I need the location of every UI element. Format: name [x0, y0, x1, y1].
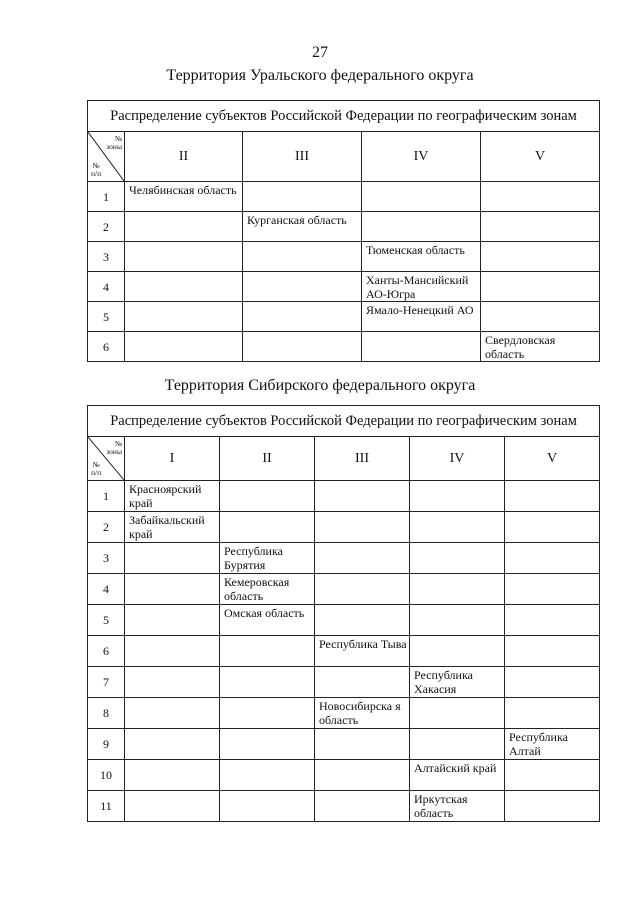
subject-name [505, 791, 599, 792]
zone-header: V [505, 437, 600, 481]
subject-name [315, 512, 409, 513]
subject-name [125, 760, 219, 761]
subject-name [481, 272, 599, 273]
row-number: 1 [88, 481, 125, 512]
row-number: 8 [88, 698, 125, 729]
subject-name [410, 698, 504, 699]
subject-name [125, 332, 242, 333]
table-cell [220, 791, 315, 822]
row-number: 1 [88, 182, 125, 212]
subject-name [315, 481, 409, 482]
table-cell [481, 332, 600, 362]
table-cell [362, 182, 481, 212]
zone-header: II [125, 132, 243, 182]
table-cell [125, 605, 220, 636]
zone-header: III [315, 437, 410, 481]
table-cell [220, 667, 315, 698]
table-cell [315, 760, 410, 791]
zone-header: V [481, 132, 600, 182]
row-number: 2 [88, 212, 125, 242]
table-row [88, 272, 600, 302]
subject-name [125, 605, 219, 606]
table-cell [362, 272, 481, 302]
subject-name [243, 182, 361, 183]
table-cell [220, 574, 315, 605]
subject-name [505, 574, 599, 575]
subject-name [220, 729, 314, 730]
subject-name [481, 302, 599, 303]
table-cell [315, 791, 410, 822]
table-cell [315, 698, 410, 729]
table-cell [125, 760, 220, 791]
subject-name [315, 574, 409, 575]
table-row [88, 574, 600, 605]
table-cell [125, 729, 220, 760]
table-cell [410, 512, 505, 543]
zone-header: III [243, 132, 362, 182]
table-cell [315, 543, 410, 574]
table-cell [243, 272, 362, 302]
subject-name [505, 760, 599, 761]
zone-table-ural [87, 100, 600, 362]
table-cell [410, 605, 505, 636]
subject-name: Кемеровская область [224, 575, 290, 603]
row-number: 11 [88, 791, 125, 822]
subject-name [410, 605, 504, 606]
table-cell [410, 729, 505, 760]
table-cell [362, 302, 481, 332]
table-body-siberia [88, 481, 600, 822]
table-cell [362, 212, 481, 242]
row-number: 5 [88, 302, 125, 332]
subject-name [220, 512, 314, 513]
zone-table-siberia [87, 405, 600, 822]
subject-name [410, 543, 504, 544]
subject-name [220, 481, 314, 482]
subject-name: Ханты-Мансийский АО-Югра [366, 273, 469, 301]
corner-header-cell [88, 132, 125, 182]
table-cell [125, 636, 220, 667]
row-number: 10 [88, 760, 125, 791]
table-cell [125, 543, 220, 574]
table-row [88, 543, 600, 574]
row-number: 4 [88, 272, 125, 302]
table-cell [481, 242, 600, 272]
table-cell [505, 574, 600, 605]
table-cell [505, 760, 600, 791]
subject-name [505, 543, 599, 544]
subject-name [220, 791, 314, 792]
corner-header-cell [88, 437, 125, 481]
table-cell [505, 791, 600, 822]
table-row [88, 512, 600, 543]
subject-name [243, 272, 361, 273]
table-cell [125, 481, 220, 512]
table-row [88, 698, 600, 729]
table-caption: Распределение субъектов Российской Федерации по географическим зонам [88, 406, 600, 437]
table-row [88, 791, 600, 822]
subject-name [410, 729, 504, 730]
table-cell [315, 605, 410, 636]
row-number: 9 [88, 729, 125, 760]
row-number: 7 [88, 667, 125, 698]
subject-name [505, 667, 599, 668]
subject-name [125, 543, 219, 544]
table-row [88, 760, 600, 791]
subject-name [125, 574, 219, 575]
subject-name [315, 543, 409, 544]
subject-name [125, 729, 219, 730]
subject-name [410, 574, 504, 575]
subject-name [220, 760, 314, 761]
subject-name [362, 182, 480, 183]
table-cell [315, 512, 410, 543]
table-cell [220, 481, 315, 512]
table-row [88, 242, 600, 272]
table-cell [410, 760, 505, 791]
table-row [88, 729, 600, 760]
table-cell [243, 242, 362, 272]
subject-name: Омская область [224, 606, 305, 620]
subject-name [505, 605, 599, 606]
table-cell [315, 729, 410, 760]
subject-name: Свердловская область [485, 333, 556, 361]
subject-name [243, 242, 361, 243]
subject-name [315, 729, 409, 730]
table-row [88, 332, 600, 362]
table-cell [220, 636, 315, 667]
table-cell [481, 302, 600, 332]
table-cell [220, 729, 315, 760]
table-cell [362, 332, 481, 362]
table-cell [220, 760, 315, 791]
table-cell [125, 574, 220, 605]
table-cell [243, 182, 362, 212]
row-number: 6 [88, 332, 125, 362]
table-row [88, 212, 600, 242]
subject-name: Челябинская область [129, 183, 237, 197]
subject-name [362, 332, 480, 333]
subject-name [505, 481, 599, 482]
subject-name [243, 302, 361, 303]
subject-name [481, 212, 599, 213]
subject-name [125, 698, 219, 699]
table-row [88, 302, 600, 332]
table-cell [315, 574, 410, 605]
table-cell [243, 212, 362, 242]
section-title-ural: Территория Уральского федерального округа [166, 67, 474, 84]
subject-name [505, 636, 599, 637]
subject-name [315, 605, 409, 606]
table-cell [220, 698, 315, 729]
table-cell [220, 605, 315, 636]
subject-name [505, 512, 599, 513]
subject-name [315, 667, 409, 668]
table-cell [243, 332, 362, 362]
table-cell [505, 543, 600, 574]
table-row [88, 182, 600, 212]
subject-name [481, 242, 599, 243]
subject-name: Красноярский край [129, 482, 202, 510]
table-cell [125, 212, 243, 242]
subject-name [315, 791, 409, 792]
subject-name [481, 182, 599, 183]
subject-name: Забайкальский край [129, 513, 205, 541]
table-cell [410, 698, 505, 729]
table-caption: Распределение субъектов Российской Федерации по географическим зонам [88, 101, 600, 132]
table-cell [410, 636, 505, 667]
table-cell [125, 332, 243, 362]
table-row [88, 605, 600, 636]
table-cell [505, 605, 600, 636]
table-cell [315, 481, 410, 512]
table-row [88, 481, 600, 512]
table-cell [505, 481, 600, 512]
table-cell [125, 242, 243, 272]
subject-name [315, 760, 409, 761]
table-cell [481, 182, 600, 212]
row-number: 5 [88, 605, 125, 636]
subject-name: Алтайский край [414, 761, 497, 775]
table-cell [220, 543, 315, 574]
table-cell [410, 574, 505, 605]
subject-name [125, 302, 242, 303]
subject-name: Тюменская область [366, 243, 465, 257]
zone-header: I [125, 437, 220, 481]
table-cell [125, 512, 220, 543]
subject-name: Иркутская область [414, 792, 468, 820]
table-cell [243, 302, 362, 332]
subject-name [125, 791, 219, 792]
subject-name [362, 212, 480, 213]
table-cell [481, 272, 600, 302]
subject-name [505, 698, 599, 699]
subject-name: Республика Тыва [319, 637, 407, 651]
subject-name: Ямало-Ненецкий АО [366, 303, 474, 317]
subject-name [125, 212, 242, 213]
table-cell [362, 242, 481, 272]
table-cell [410, 791, 505, 822]
subject-name [125, 636, 219, 637]
table-cell [125, 698, 220, 729]
row-number: 3 [88, 543, 125, 574]
row-number: 2 [88, 512, 125, 543]
table-cell [505, 698, 600, 729]
section-title-siberia: Территория Сибирского федерального округа [164, 377, 476, 394]
corner-zone-label: № зоны [106, 439, 122, 456]
subject-name [220, 636, 314, 637]
table-cell [315, 667, 410, 698]
subject-name [243, 332, 361, 333]
subject-name: Республика Алтай [509, 730, 568, 758]
table-cell [315, 636, 410, 667]
subject-name [410, 512, 504, 513]
subject-name: Республика Бурятия [224, 544, 283, 572]
table-cell [505, 667, 600, 698]
corner-row-number-label: № п/п [91, 460, 102, 477]
subject-name [125, 242, 242, 243]
row-number: 3 [88, 242, 125, 272]
corner-zone-label: № зоны [106, 134, 122, 151]
table-cell [410, 481, 505, 512]
subject-name [410, 636, 504, 637]
subject-name: Курганская область [247, 213, 347, 227]
corner-row-number-label: № п/п [91, 161, 102, 178]
table-cell [220, 512, 315, 543]
subject-name [125, 667, 219, 668]
subject-name: Республика Хакасия [414, 668, 473, 696]
table-row [88, 667, 600, 698]
subject-name [410, 481, 504, 482]
table-cell [125, 302, 243, 332]
table-body-ural [88, 182, 600, 362]
table-cell [125, 791, 220, 822]
subject-name [220, 667, 314, 668]
table-cell [125, 667, 220, 698]
table-cell [505, 636, 600, 667]
table-row [88, 636, 600, 667]
table-cell [481, 212, 600, 242]
table-cell [125, 182, 243, 212]
zone-header: II [220, 437, 315, 481]
page-number: 27 [312, 44, 328, 61]
table-cell [505, 512, 600, 543]
row-number: 4 [88, 574, 125, 605]
subject-name: Новосибирска я область [319, 699, 401, 727]
table-cell [410, 543, 505, 574]
row-number: 6 [88, 636, 125, 667]
zone-header: IV [410, 437, 505, 481]
subject-name [220, 698, 314, 699]
subject-name [125, 272, 242, 273]
table-cell [505, 729, 600, 760]
table-cell [410, 667, 505, 698]
table-cell [125, 272, 243, 302]
zone-header: IV [362, 132, 481, 182]
